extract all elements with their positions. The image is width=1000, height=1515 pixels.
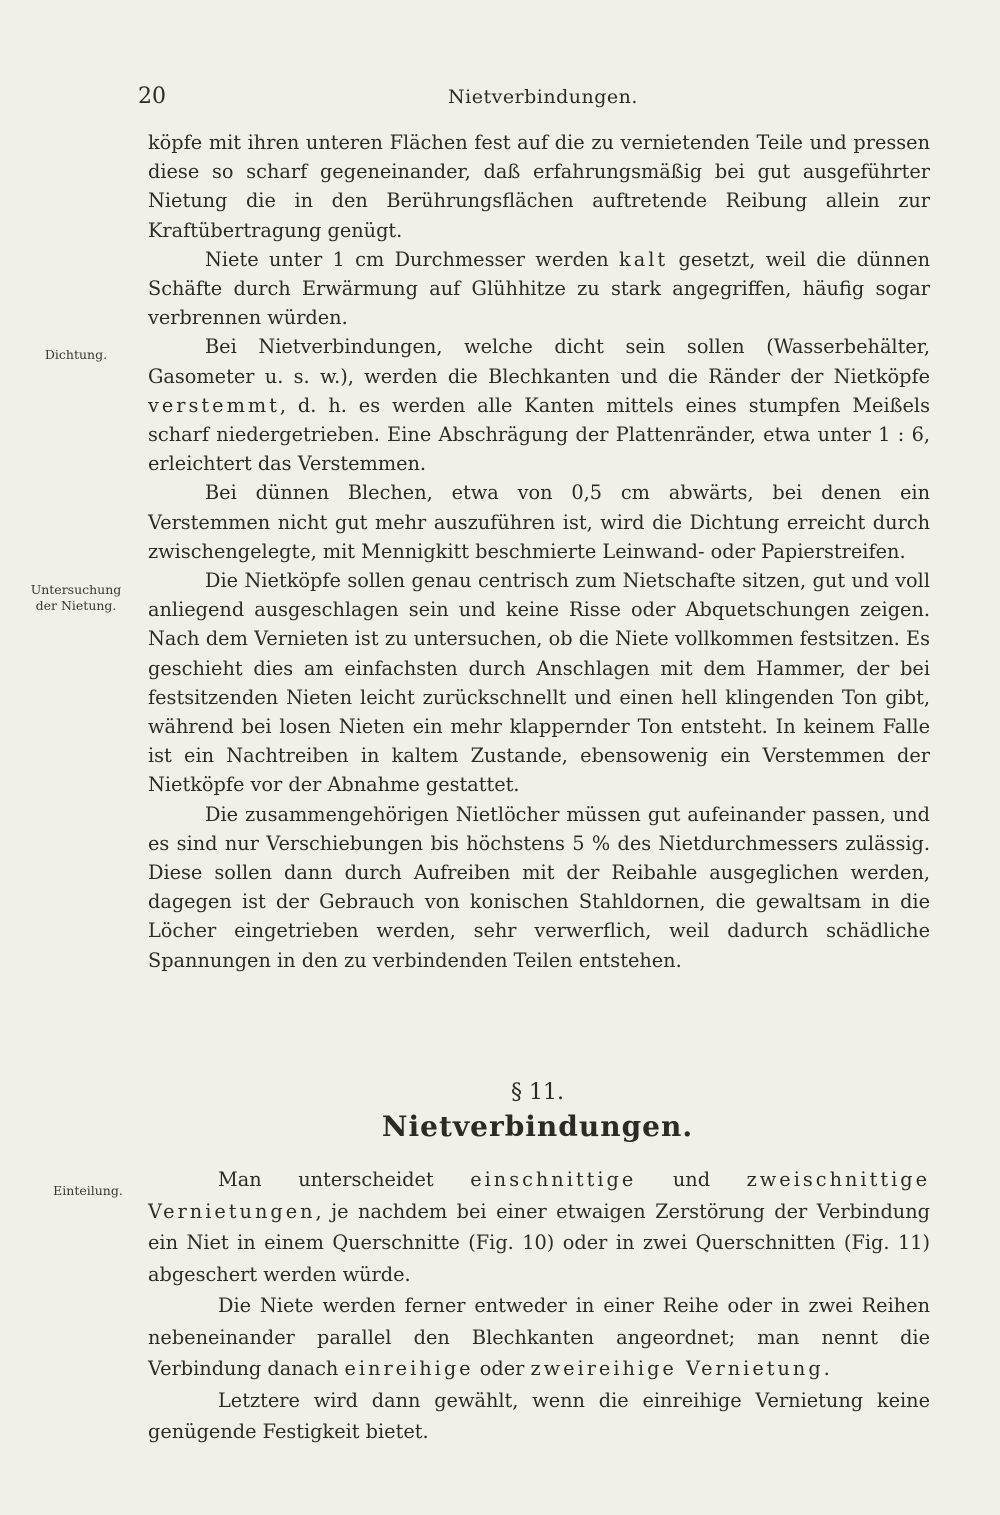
running-head: Nietverbindungen. (448, 86, 638, 108)
section-paragraph-1-part-a: Man unterscheidet (218, 1168, 471, 1191)
body-text (148, 128, 930, 975)
paragraph-2-part-a: Niete unter 1 cm Durchmesser werden (205, 247, 620, 271)
margin-note-untersuchung-line2: der Nietung. (35, 598, 117, 613)
section-paragraph-2-emphasis-1: einreihige (344, 1357, 474, 1380)
paragraph-5: Die Nietköpfe sollen genau centrisch zum Nietschafte sitzen, gut und voll anliegend ausgeschlagen sein und keine Risse oder Abquetschungen zeigen. Nach dem Vernieten ist zu untersuchen, ob die Niete vollkommen festsitzen. Es geschieht dies am einfachsten durch Anschlagen mit dem Hammer, der bei festsitzenden Nieten leicht zurückschnellt und einen hell klingenden Ton gibt, während bei losen Nieten ein mehr klappernder Ton entsteht. In keinem Falle ist ein Nachtreiben in kaltem Zustande, ebensowenig ein Verstemmen der Nietköpfe vor der Abnahme gestattet. (148, 569, 930, 797)
page-number: 20 (138, 84, 166, 109)
section-text (148, 1164, 930, 1448)
section-number: § 11. (511, 1080, 564, 1105)
margin-note-einteilung (32, 1183, 144, 1199)
section-paragraph-2 (148, 1290, 930, 1385)
paragraph-3 (148, 332, 930, 478)
margin-note-untersuchung-line1: Untersuchung (30, 582, 122, 597)
margin-note-einteilung-text: Einteilung. (53, 1183, 123, 1198)
margin-note-dichtung-text: Dichtung. (44, 347, 108, 362)
section-paragraph-3: Letztere wird dann gewählt, wenn die einreihige Vernietung keine genügende Festigkeit bietet. (148, 1388, 930, 1443)
section-title: Nietverbindungen. (381, 1110, 694, 1143)
paragraph-3-part-b: , d. h. es werden alle Kanten mittels eines stumpfen Meißels scharf niedergetrieben. Eine Abschrägung der Plattenränder, etwa unter 1 : 6, erleichtert das Verstemmen. (148, 393, 930, 476)
paragraph-3-part-a: Bei Nietverbindungen, welche dicht sein sollen (Wasserbehälter, Gasometer u. s. w.), werden die Blechkanten und die Ränder der Nietköpfe (148, 335, 930, 388)
section-paragraph-2-part-a: Die Niete werden ferner entweder in einer Reihe oder in zwei Reihen nebeneinander parallel den Blechkanten angeordnet; man nennt die Verbindung danach (148, 1294, 930, 1380)
margin-note-untersuchung (20, 582, 132, 614)
section-paragraph-1-emphasis-1: einschnittige (470, 1168, 637, 1191)
section-paragraph-1 (148, 1164, 930, 1290)
paragraph-4: Bei dünnen Blechen, etwa von 0,5 cm abwärts, bei denen ein Verstemmen nicht gut mehr auszuführen ist, wird die Dichtung erreicht durch zwischengelegte, mit Mennigkitt beschmierte Leinwand- oder Papierstreifen. (148, 481, 930, 563)
paragraph-2 (148, 245, 930, 333)
section-paragraph-2-part-b: oder (473, 1357, 531, 1380)
margin-note-dichtung (20, 347, 132, 363)
paragraph-6: Die zusammengehörigen Nietlöcher müssen gut aufeinander passen, und es sind nur Verschiebungen bis höchstens 5 % des Nietdurchmessers zulässig. Diese sollen dann durch Aufreiben mit der Reibahle ausgeglichen werden, dagegen ist der Gebrauch von konischen Stahldornen, die gewaltsam in die Löcher eingetrieben werden, sehr verwerflich, weil dadurch schädliche Spannungen in den zu verbindenden Teilen entstehen. (148, 802, 930, 972)
section-paragraph-1-part-c: , je nachdem bei einer etwaigen Zerstörung der Verbindung ein Niet in einem Querschnitte (Fig. 10) oder in zwei Querschnitten (Fig. 11) abgeschert werden würde. (148, 1199, 930, 1286)
section-paragraph-2-emphasis-2: zweireihige Vernietung (530, 1357, 824, 1380)
section-paragraph-1-part-b: und (636, 1168, 747, 1191)
section-paragraph-2-part-c: . (823, 1357, 830, 1380)
paragraph-3-emphasis: verstemmt (148, 393, 280, 417)
paragraph-2-emphasis: kalt (619, 247, 669, 271)
section-paragraph-1-emphasis-2: zweischnittige Vernietungen (148, 1168, 930, 1223)
paragraph-2-part-b: gesetzt, weil die dünnen Schäfte durch Erwärmung auf Glühhitze zu stark angegriffen, häufig sogar verbrennen würden. (148, 247, 930, 330)
page-header (138, 84, 938, 114)
paragraph-1: köpfe mit ihren unteren Flächen fest auf die zu vernietenden Teile und pressen diese so scharf gegeneinander, daß erfahrungsmäßig bei gut ausgeführter Nietung die in den Berührungsflächen auftretende Reibung allein zur Kraftübertragung genügt. (148, 131, 930, 242)
